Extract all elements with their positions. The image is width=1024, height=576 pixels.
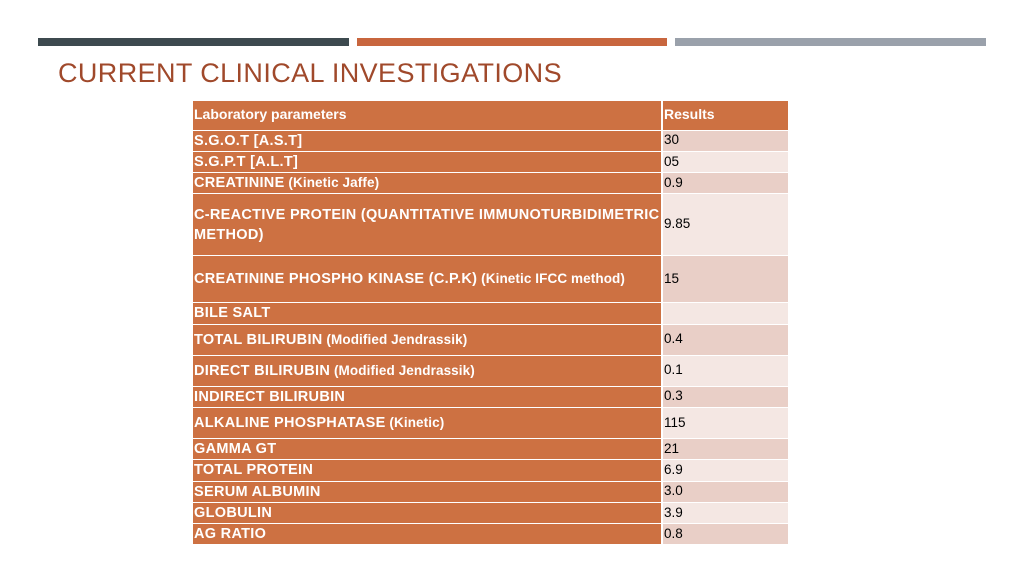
parameter-method: (Kinetic) bbox=[385, 414, 445, 430]
parameter-method: (Kinetic Jaffe) bbox=[284, 175, 380, 191]
table-row bbox=[193, 524, 788, 545]
table-row bbox=[193, 256, 788, 303]
parameter-cell bbox=[193, 502, 662, 523]
table-row bbox=[193, 194, 788, 256]
parameter-cell bbox=[193, 438, 662, 459]
slide-title: CURRENT CLINICAL INVESTIGATIONS bbox=[58, 58, 562, 88]
parameter-method: (Modified Jendrassik) bbox=[330, 362, 475, 378]
result-value-cell: 0.1 bbox=[662, 355, 788, 386]
parameter-cell bbox=[193, 324, 662, 355]
parameter-cell bbox=[193, 524, 662, 545]
table-row bbox=[193, 151, 788, 172]
parameter-name: TOTAL PROTEIN bbox=[194, 462, 314, 479]
table-row bbox=[193, 502, 788, 523]
result-value-cell: 0.8 bbox=[662, 524, 788, 545]
parameter-cell bbox=[193, 460, 662, 481]
result-value-cell: 05 bbox=[662, 151, 788, 172]
parameter-cell bbox=[193, 194, 662, 256]
parameter-cell bbox=[193, 303, 662, 324]
parameter-name: INDIRECT BILIRUBIN bbox=[194, 388, 346, 405]
result-value-cell: 6.9 bbox=[662, 460, 788, 481]
table-row bbox=[193, 386, 788, 407]
accent-bar-orange bbox=[357, 38, 667, 46]
parameter-name: DIRECT BILIRUBIN bbox=[194, 362, 331, 379]
table-row bbox=[193, 173, 788, 194]
table-body bbox=[193, 130, 788, 545]
result-value-cell: 3.9 bbox=[662, 502, 788, 523]
table-row bbox=[193, 460, 788, 481]
result-value-cell: 0.4 bbox=[662, 324, 788, 355]
parameter-name: GAMMA GT bbox=[194, 440, 277, 457]
table-row bbox=[193, 324, 788, 355]
header-results: Results bbox=[662, 101, 788, 130]
result-value-cell: 0.3 bbox=[662, 386, 788, 407]
accent-bar-dark bbox=[38, 38, 349, 46]
parameter-cell bbox=[193, 407, 662, 438]
result-value-cell: 0.9 bbox=[662, 173, 788, 194]
parameter-method: (Modified Jendrassik) bbox=[322, 331, 468, 347]
header-parameters: Laboratory parameters bbox=[193, 101, 662, 130]
table-row bbox=[193, 355, 788, 386]
parameter-name: C-REACTIVE PROTEIN (QUANTITATIVE IMMUNOTURBIDIMETRIC METHOD) bbox=[194, 206, 660, 243]
parameter-cell bbox=[193, 481, 662, 502]
parameter-cell bbox=[193, 386, 662, 407]
table-row bbox=[193, 130, 788, 151]
accent-bar-gray bbox=[675, 38, 986, 46]
lab-results-table bbox=[193, 101, 788, 545]
parameter-name: ALKALINE PHOSPHATASE bbox=[194, 414, 386, 431]
parameter-method: (Kinetic IFCC method) bbox=[477, 271, 625, 287]
parameter-cell bbox=[193, 256, 662, 303]
parameter-name: SERUM ALBUMIN bbox=[194, 483, 321, 500]
result-value-cell: 3.0 bbox=[662, 481, 788, 502]
parameter-cell bbox=[193, 355, 662, 386]
table-row bbox=[193, 303, 788, 324]
result-value-cell: 9.85 bbox=[662, 194, 788, 256]
result-value-cell: 15 bbox=[662, 256, 788, 303]
parameter-name: AG RATIO bbox=[194, 526, 267, 543]
parameter-name: CREATININE PHOSPHO KINASE (C.P.K) bbox=[194, 271, 478, 288]
parameter-cell bbox=[193, 173, 662, 194]
result-value-cell bbox=[662, 303, 788, 324]
parameter-cell bbox=[193, 151, 662, 172]
parameter-name: S.G.P.T [A.L.T] bbox=[194, 153, 299, 170]
table-row bbox=[193, 438, 788, 459]
parameter-cell bbox=[193, 130, 662, 151]
parameter-name: S.G.O.T [A.S.T] bbox=[194, 132, 303, 149]
table-header-row bbox=[193, 101, 788, 130]
table-row bbox=[193, 407, 788, 438]
result-value-cell: 21 bbox=[662, 438, 788, 459]
result-value-cell: 30 bbox=[662, 130, 788, 151]
parameter-name: GLOBULIN bbox=[194, 504, 273, 521]
table-row bbox=[193, 481, 788, 502]
result-value-cell: 115 bbox=[662, 407, 788, 438]
parameter-name: TOTAL BILIRUBIN bbox=[194, 331, 323, 348]
parameter-name: BILE SALT bbox=[194, 305, 271, 322]
parameter-name: CREATININE bbox=[194, 175, 285, 192]
